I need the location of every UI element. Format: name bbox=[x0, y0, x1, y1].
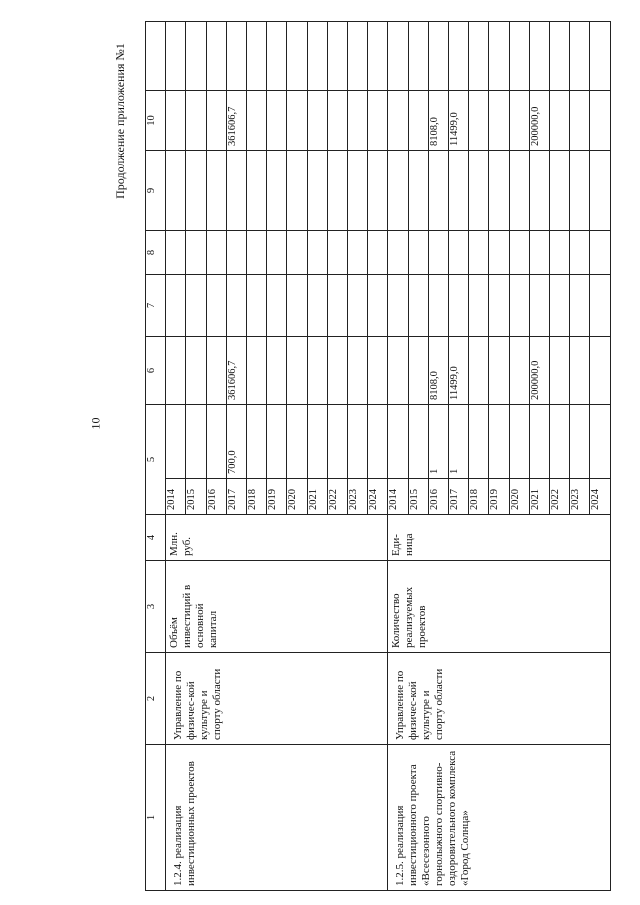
indicator-cell: Количество реализуемых проектов bbox=[388, 561, 611, 653]
col7-value-cell bbox=[428, 275, 448, 337]
header-cell: 3 bbox=[146, 561, 166, 653]
col5-value-cell bbox=[287, 405, 307, 479]
col10-value-cell bbox=[287, 91, 307, 151]
col10-value-cell bbox=[408, 91, 428, 151]
col7-value-cell bbox=[348, 275, 368, 337]
col5-value-cell bbox=[327, 405, 347, 479]
col5-value-cell bbox=[348, 405, 368, 479]
col10-value-cell bbox=[590, 91, 611, 151]
col7-value-cell bbox=[529, 275, 549, 337]
year-cell: 2024 bbox=[368, 479, 388, 515]
col7-value-cell bbox=[206, 275, 226, 337]
unit-cell: Млн. руб. bbox=[166, 515, 388, 561]
year-cell: 2021 bbox=[529, 479, 549, 515]
year-cell: 2018 bbox=[247, 479, 267, 515]
col9-value-cell bbox=[368, 151, 388, 231]
col10-value-cell bbox=[570, 91, 590, 151]
col7-value-cell bbox=[449, 275, 469, 337]
col7-value-cell bbox=[226, 275, 246, 337]
col9-value-cell bbox=[226, 151, 246, 231]
col9-value-cell bbox=[206, 151, 226, 231]
header-cell: 5 bbox=[146, 405, 166, 515]
col7-value-cell bbox=[570, 275, 590, 337]
trailing-empty-cell bbox=[166, 22, 186, 91]
trailing-empty-cell bbox=[529, 22, 549, 91]
table-row bbox=[166, 22, 186, 891]
col10-value-cell bbox=[550, 91, 570, 151]
col10-value-cell bbox=[469, 91, 489, 151]
col5-value-cell bbox=[529, 405, 549, 479]
col6-value-cell bbox=[327, 337, 347, 405]
year-cell: 2015 bbox=[408, 479, 428, 515]
col6-value-cell bbox=[348, 337, 368, 405]
col5-value-cell bbox=[247, 405, 267, 479]
col8-value-cell bbox=[388, 231, 408, 275]
col7-value-cell bbox=[267, 275, 287, 337]
col7-value-cell bbox=[590, 275, 611, 337]
col10-value-cell bbox=[186, 91, 206, 151]
year-cell: 2019 bbox=[267, 479, 287, 515]
col6-value-cell bbox=[267, 337, 287, 405]
header-row bbox=[146, 22, 166, 891]
col5-value-cell bbox=[267, 405, 287, 479]
col8-value-cell bbox=[247, 231, 267, 275]
trailing-empty-cell bbox=[348, 22, 368, 91]
year-cell: 2017 bbox=[449, 479, 469, 515]
col8-value-cell bbox=[570, 231, 590, 275]
rotated-table-wrapper bbox=[145, 22, 611, 891]
col6-value-cell bbox=[206, 337, 226, 405]
col7-value-cell bbox=[469, 275, 489, 337]
col6-value-cell bbox=[388, 337, 408, 405]
header-cell: 2 bbox=[146, 653, 166, 745]
col6-value-cell bbox=[550, 337, 570, 405]
col7-value-cell bbox=[550, 275, 570, 337]
trailing-empty-cell bbox=[368, 22, 388, 91]
col10-value-cell bbox=[327, 91, 347, 151]
year-cell: 2014 bbox=[388, 479, 408, 515]
year-cell: 2023 bbox=[348, 479, 368, 515]
col9-value-cell bbox=[590, 151, 611, 231]
trailing-empty-cell bbox=[570, 22, 590, 91]
col9-value-cell bbox=[570, 151, 590, 231]
col7-value-cell bbox=[247, 275, 267, 337]
col9-value-cell bbox=[529, 151, 549, 231]
col10-value-cell bbox=[388, 91, 408, 151]
trailing-empty-cell bbox=[408, 22, 428, 91]
header-cell: 8 bbox=[146, 231, 166, 275]
col9-value-cell bbox=[469, 151, 489, 231]
col9-value-cell bbox=[247, 151, 267, 231]
col10-value-cell: 11499,0 bbox=[449, 91, 469, 151]
col5-value-cell bbox=[388, 405, 408, 479]
col6-value-cell bbox=[307, 337, 327, 405]
trailing-empty-cell bbox=[226, 22, 246, 91]
continued-label: Продолжение приложения №1 bbox=[113, 43, 127, 199]
table-body bbox=[146, 22, 611, 891]
col5-value-cell bbox=[590, 405, 611, 479]
col9-value-cell bbox=[287, 151, 307, 231]
col7-value-cell bbox=[489, 275, 509, 337]
col5-value-cell bbox=[307, 405, 327, 479]
col8-value-cell bbox=[408, 231, 428, 275]
year-cell: 2019 bbox=[489, 479, 509, 515]
col6-value-cell: 11499,0 bbox=[449, 337, 469, 405]
col5-value-cell bbox=[509, 405, 529, 479]
col10-value-cell bbox=[348, 91, 368, 151]
col9-value-cell bbox=[307, 151, 327, 231]
trailing-empty-cell bbox=[186, 22, 206, 91]
col5-value-cell bbox=[368, 405, 388, 479]
col9-value-cell bbox=[166, 151, 186, 231]
col8-value-cell bbox=[166, 231, 186, 275]
trailing-empty-cell bbox=[428, 22, 448, 91]
header-cell: 6 bbox=[146, 337, 166, 405]
col7-value-cell bbox=[307, 275, 327, 337]
indicator-cell: Объём инвестиций в основной капитал bbox=[166, 561, 388, 653]
activity-cell: 1.2.4. реализация инвестиционных проектов bbox=[166, 745, 388, 891]
header-cell: 7 bbox=[146, 275, 166, 337]
activity-cell: 1.2.5. реализация инвестиционного проекта «Всесезонного горнолыжного спортивно-оздоровительного комплекса «Город Солнца» bbox=[388, 745, 611, 891]
col9-value-cell bbox=[388, 151, 408, 231]
header-cell: 4 bbox=[146, 515, 166, 561]
col8-value-cell bbox=[590, 231, 611, 275]
col7-value-cell bbox=[368, 275, 388, 337]
col8-value-cell bbox=[226, 231, 246, 275]
year-cell: 2020 bbox=[509, 479, 529, 515]
col8-value-cell bbox=[550, 231, 570, 275]
col5-value-cell bbox=[166, 405, 186, 479]
col9-value-cell bbox=[550, 151, 570, 231]
col6-value-cell bbox=[469, 337, 489, 405]
col9-value-cell bbox=[408, 151, 428, 231]
col10-value-cell bbox=[166, 91, 186, 151]
executor-cell: Управление по физичес-кой культуре и спорту области bbox=[166, 653, 388, 745]
header-cell: 1 bbox=[146, 745, 166, 891]
col8-value-cell bbox=[206, 231, 226, 275]
col5-value-cell bbox=[206, 405, 226, 479]
year-cell: 2015 bbox=[186, 479, 206, 515]
col5-value-cell bbox=[489, 405, 509, 479]
col10-value-cell bbox=[267, 91, 287, 151]
col10-value-cell bbox=[247, 91, 267, 151]
col9-value-cell bbox=[186, 151, 206, 231]
trailing-empty-cell bbox=[489, 22, 509, 91]
trailing-empty-cell bbox=[307, 22, 327, 91]
col6-value-cell bbox=[368, 337, 388, 405]
trailing-empty-cell bbox=[590, 22, 611, 91]
col10-value-cell bbox=[489, 91, 509, 151]
col10-value-cell bbox=[206, 91, 226, 151]
col7-value-cell bbox=[509, 275, 529, 337]
col10-value-cell: 200000,0 bbox=[529, 91, 549, 151]
col8-value-cell bbox=[529, 231, 549, 275]
empty-header-cell bbox=[146, 22, 166, 91]
trailing-empty-cell bbox=[388, 22, 408, 91]
trailing-empty-cell bbox=[327, 22, 347, 91]
trailing-empty-cell bbox=[206, 22, 226, 91]
trailing-empty-cell bbox=[509, 22, 529, 91]
col5-value-cell bbox=[550, 405, 570, 479]
year-cell: 2024 bbox=[590, 479, 611, 515]
col5-value-cell: 700,0 bbox=[226, 405, 246, 479]
trailing-empty-cell bbox=[267, 22, 287, 91]
col8-value-cell bbox=[267, 231, 287, 275]
year-cell: 2021 bbox=[307, 479, 327, 515]
col8-value-cell bbox=[368, 231, 388, 275]
col7-value-cell bbox=[388, 275, 408, 337]
year-cell: 2022 bbox=[327, 479, 347, 515]
col9-value-cell bbox=[348, 151, 368, 231]
col7-value-cell bbox=[287, 275, 307, 337]
col9-value-cell bbox=[449, 151, 469, 231]
trailing-empty-cell bbox=[247, 22, 267, 91]
year-cell: 2016 bbox=[428, 479, 448, 515]
col5-value-cell bbox=[469, 405, 489, 479]
year-cell: 2016 bbox=[206, 479, 226, 515]
year-cell: 2018 bbox=[469, 479, 489, 515]
col6-value-cell bbox=[186, 337, 206, 405]
col5-value-cell bbox=[186, 405, 206, 479]
col9-value-cell bbox=[267, 151, 287, 231]
col6-value-cell bbox=[489, 337, 509, 405]
col6-value-cell bbox=[408, 337, 428, 405]
col8-value-cell bbox=[327, 231, 347, 275]
trailing-empty-cell bbox=[449, 22, 469, 91]
year-cell: 2014 bbox=[166, 479, 186, 515]
col6-value-cell bbox=[590, 337, 611, 405]
header-cell: 9 bbox=[146, 151, 166, 231]
col8-value-cell bbox=[509, 231, 529, 275]
col5-value-cell bbox=[570, 405, 590, 479]
col6-value-cell bbox=[166, 337, 186, 405]
col5-value-cell: 1 bbox=[428, 405, 448, 479]
col8-value-cell bbox=[469, 231, 489, 275]
year-cell: 2020 bbox=[287, 479, 307, 515]
col7-value-cell bbox=[327, 275, 347, 337]
col10-value-cell bbox=[368, 91, 388, 151]
col6-value-cell bbox=[287, 337, 307, 405]
page-number: 10 bbox=[88, 417, 103, 430]
col6-value-cell bbox=[570, 337, 590, 405]
header-cell: 10 bbox=[146, 91, 166, 151]
col8-value-cell bbox=[428, 231, 448, 275]
col9-value-cell bbox=[509, 151, 529, 231]
trailing-empty-cell bbox=[287, 22, 307, 91]
year-cell: 2022 bbox=[550, 479, 570, 515]
table-row bbox=[388, 22, 408, 891]
col6-value-cell bbox=[509, 337, 529, 405]
year-cell: 2017 bbox=[226, 479, 246, 515]
col5-value-cell bbox=[408, 405, 428, 479]
col8-value-cell bbox=[287, 231, 307, 275]
col9-value-cell bbox=[489, 151, 509, 231]
col10-value-cell bbox=[307, 91, 327, 151]
program-table bbox=[145, 21, 611, 891]
col6-value-cell: 8108,0 bbox=[428, 337, 448, 405]
col8-value-cell bbox=[307, 231, 327, 275]
col10-value-cell bbox=[509, 91, 529, 151]
col8-value-cell bbox=[449, 231, 469, 275]
col7-value-cell bbox=[166, 275, 186, 337]
col7-value-cell bbox=[408, 275, 428, 337]
col9-value-cell bbox=[327, 151, 347, 231]
col10-value-cell: 361606,7 bbox=[226, 91, 246, 151]
trailing-empty-cell bbox=[469, 22, 489, 91]
col5-value-cell: 1 bbox=[449, 405, 469, 479]
col8-value-cell bbox=[186, 231, 206, 275]
col6-value-cell bbox=[247, 337, 267, 405]
executor-cell: Управление по физичес-кой культуре и спорту области bbox=[388, 653, 611, 745]
col6-value-cell: 361606,7 bbox=[226, 337, 246, 405]
trailing-empty-cell bbox=[550, 22, 570, 91]
unit-cell: Еди-ница bbox=[388, 515, 611, 561]
col8-value-cell bbox=[348, 231, 368, 275]
year-cell: 2023 bbox=[570, 479, 590, 515]
col6-value-cell: 200000,0 bbox=[529, 337, 549, 405]
col8-value-cell bbox=[489, 231, 509, 275]
col10-value-cell: 8108,0 bbox=[428, 91, 448, 151]
col9-value-cell bbox=[428, 151, 448, 231]
col7-value-cell bbox=[186, 275, 206, 337]
